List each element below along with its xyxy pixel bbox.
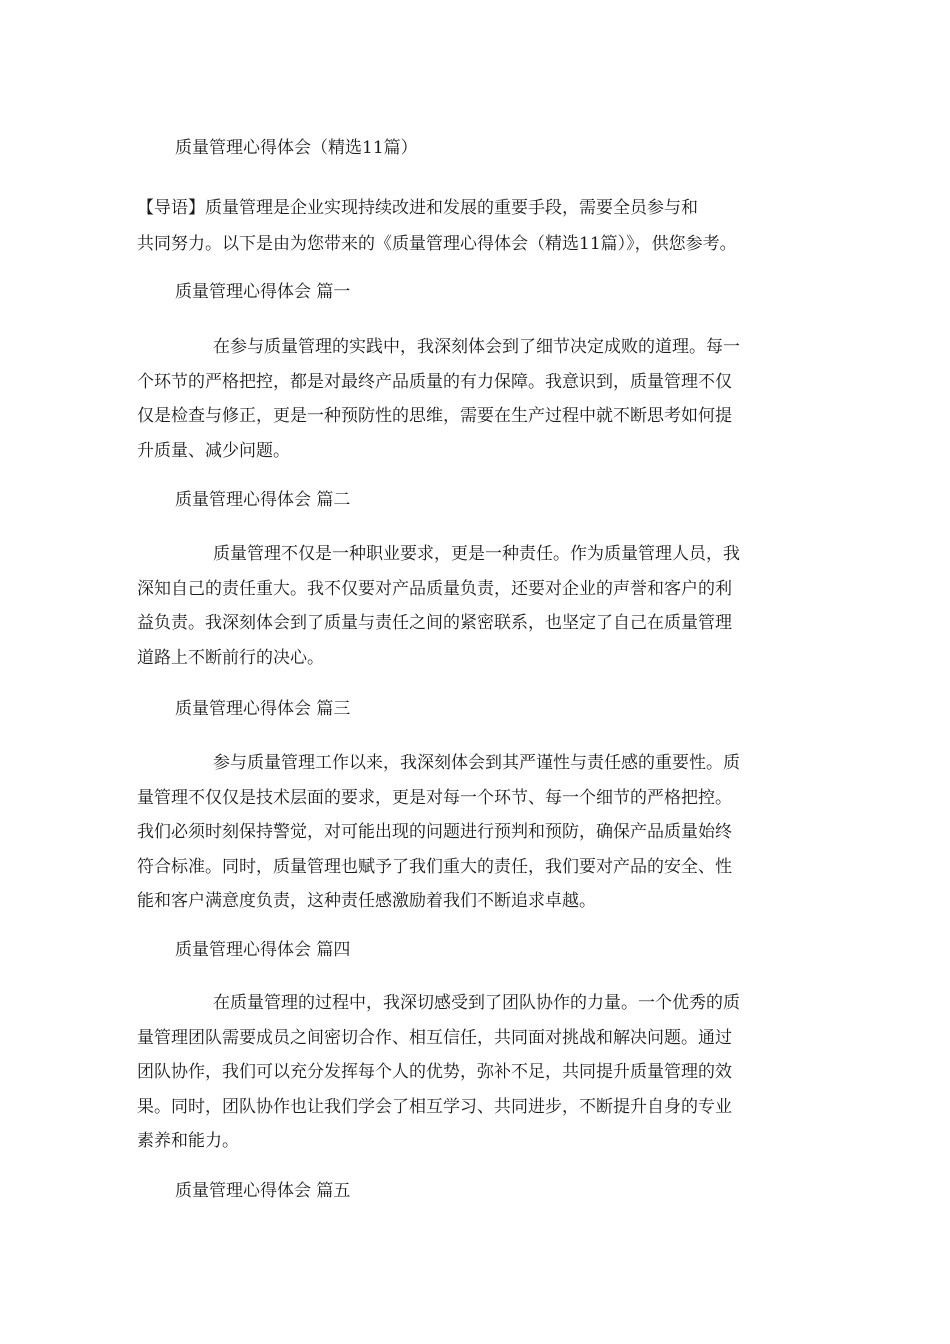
- section-heading-4: 质量管理心得体会 篇四: [175, 940, 351, 960]
- section-heading-3: 质量管理心得体会 篇三: [175, 699, 351, 719]
- section-paragraph-4: [137, 986, 827, 1159]
- paragraph-line: 果。同时，团队协作也让我们学会了相互学习、共同进步，不断提升自身的专业: [137, 1096, 732, 1117]
- paragraph-line: 我们必须时刻保持警觉，对可能出现的问题进行预判和预防，确保产品质量始终: [137, 822, 732, 842]
- paragraph-line: 升质量、减少问题。: [137, 440, 290, 461]
- section-paragraph-2: [137, 537, 827, 675]
- paragraph-line: 深知自己的责任重大。我不仅要对产品质量负责，还要对企业的声誉和客户的利: [137, 578, 732, 599]
- document-title: 质量管理心得体会（精选11篇）: [175, 138, 418, 158]
- paragraph-line: 在参与质量管理的实践中，我深刻体会到了细节决定成败的道理。每一: [213, 337, 740, 357]
- intro-line: 【导语】质量管理是企业实现持续改进和发展的重要手段，需要全员参与和: [137, 198, 698, 218]
- paragraph-line: 符合标准。同时，质量管理也赋予了我们重大的责任，我们要对产品的安全、性: [137, 856, 732, 877]
- section-heading-1: 质量管理心得体会 篇一: [175, 282, 351, 302]
- paragraph-line: 个环节的严格把控，都是对最终产品质量的有力保障。我意识到，质量管理不仅: [137, 371, 732, 392]
- paragraph-line: 量管理团队需要成员之间密切合作、相互信任，共同面对挑战和解决问题。通过: [137, 1027, 732, 1048]
- section-paragraph-1: [137, 330, 827, 468]
- paragraph-line: 道路上不断前行的决心。: [137, 647, 324, 668]
- paragraph-line: 质量管理不仅是一种职业要求，更是一种责任。作为质量管理人员，我: [213, 544, 740, 564]
- intro-line: 共同努力。以下是由为您带来的《质量管理心得体会（精选11篇）》，供您参考。: [137, 234, 737, 254]
- paragraph-line: 素养和能力。: [137, 1131, 239, 1151]
- paragraph-line: 能和客户满意度负责，这种责任感激励着我们不断追求卓越。: [137, 891, 596, 911]
- section-heading-5: 质量管理心得体会 篇五: [175, 1181, 351, 1201]
- section-heading-2: 质量管理心得体会 篇二: [175, 490, 351, 510]
- intro-paragraph: [137, 190, 827, 262]
- section-paragraph-3: [137, 746, 827, 919]
- paragraph-line: 量管理不仅仅是技术层面的要求，更是对每一个环节、每一个细节的严格把控。: [137, 787, 732, 808]
- paragraph-line: 仅是检查与修正，更是一种预防性的思维，需要在生产过程中就不断思考如何提: [137, 406, 732, 426]
- paragraph-line: 益负责。我深刻体会到了质量与责任之间的紧密联系，也坚定了自己在质量管理: [137, 613, 732, 633]
- paragraph-line: 团队协作，我们可以充分发挥每个人的优势，弥补不足，共同提升质量管理的效: [137, 1062, 732, 1082]
- paragraph-line: 参与质量管理工作以来，我深刻体会到其严谨性与责任感的重要性。质: [213, 753, 740, 773]
- paragraph-line: 在质量管理的过程中，我深切感受到了团队协作的力量。一个优秀的质: [213, 993, 740, 1013]
